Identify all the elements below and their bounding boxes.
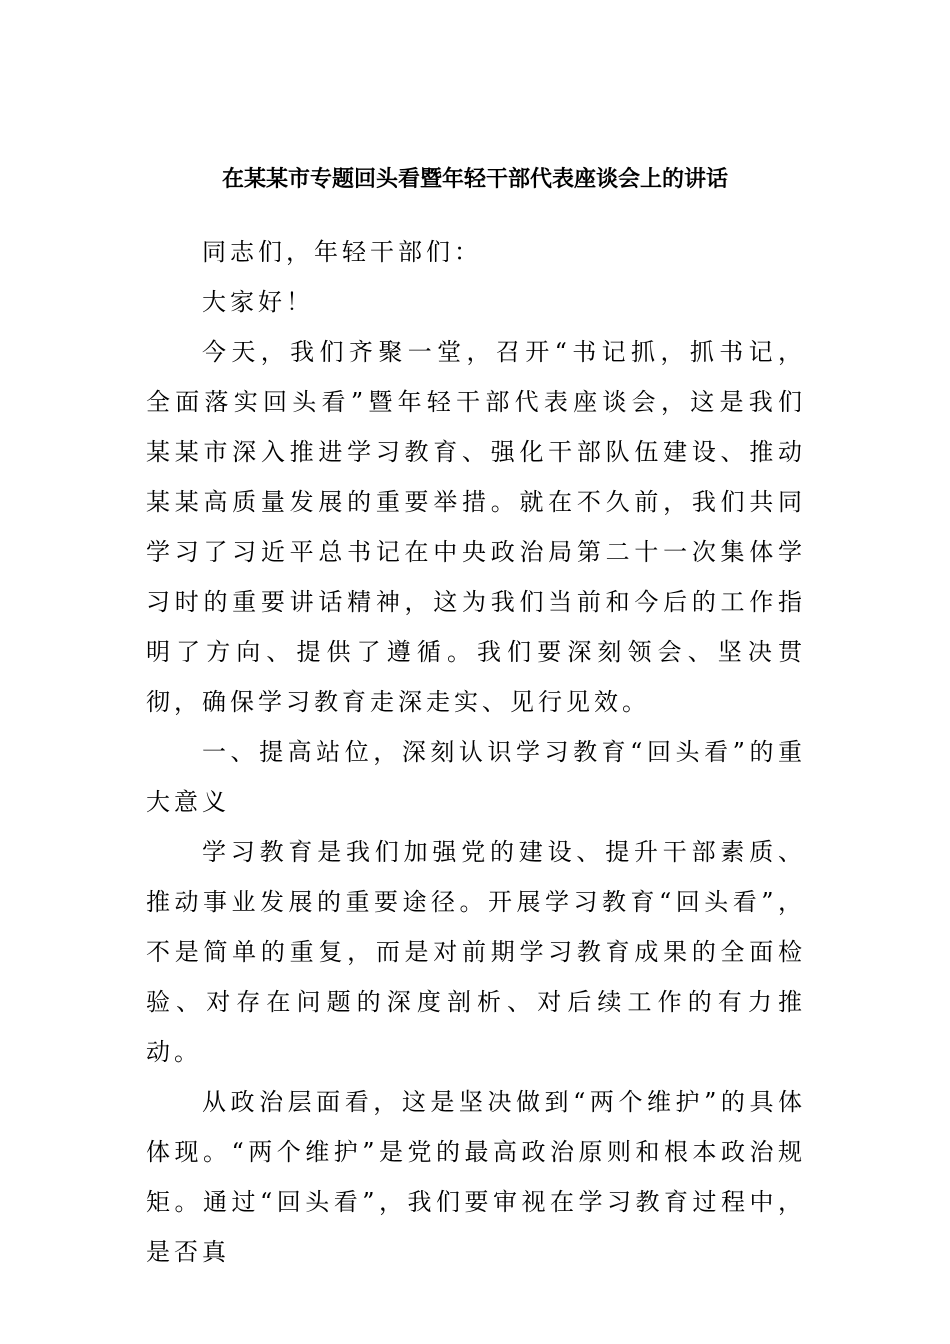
document-body <box>146 227 806 1277</box>
paragraph-body: 学习教育是我们加强党的建设、提升干部素质、推动事业发展的重要途径。开展学习教育“回头看”，不是简单的重复，而是对前期学习教育成果的全面检验、对存在问题的深度剖析、对后续工作的有力推动。 <box>146 838 806 1066</box>
paragraph-intro: 今天，我们齐聚一堂，召开“书记抓，抓书记，全面落实回头看”暨年轻干部代表座谈会，这是我们某某市深入推进学习教育、强化干部队伍建设、推动某某高质量发展的重要举措。就在不久前，我们共同学习了习近平总书记在中央政治局第二十一次集体学习时的重要讲话精神，这为我们当前和今后的工作指明了方向、提供了遵循。我们要深刻领会、坚决贯彻，确保学习教育走深走实、见行见效。 <box>146 338 806 716</box>
document-title: 在某某市专题回头看暨年轻干部代表座谈会上的讲话 <box>221 166 728 192</box>
paragraph-greeting: 大家好！ <box>202 288 314 316</box>
paragraph-salutation: 同志们，年轻干部们： <box>202 238 482 266</box>
section-heading-1: 一、提高站位，深刻认识学习教育“回头看”的重大意义 <box>146 738 806 816</box>
paragraph-body: 从政治层面看，这是坚决做到“两个维护”的具体体现。“两个维护”是党的最高政治原则和根本政治规矩。通过“回头看”，我们要审视在学习教育过程中，是否真 <box>146 1088 806 1266</box>
